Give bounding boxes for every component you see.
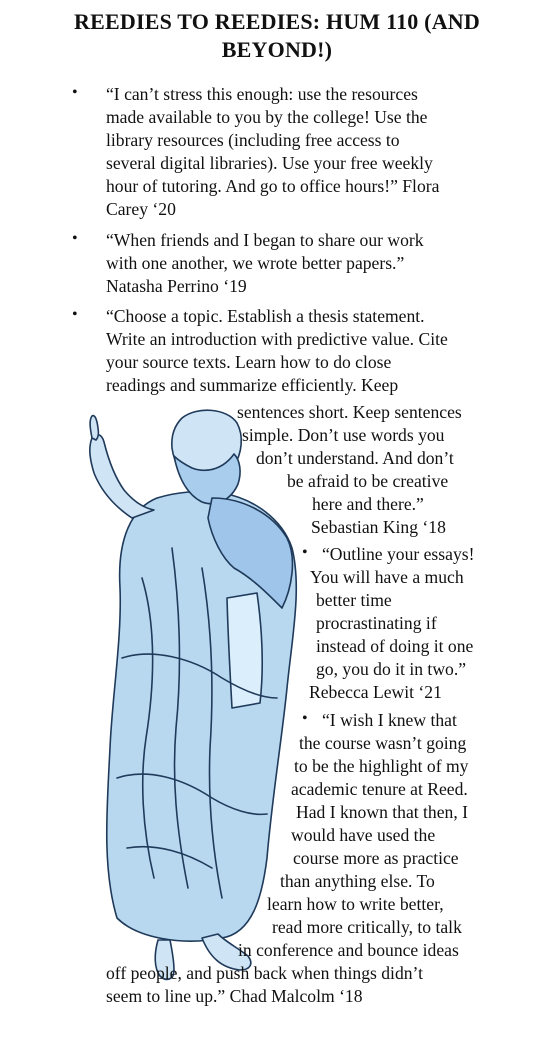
quote-5-line-1: “I wish I knew that (322, 710, 457, 730)
quote-3-line-5: sentences short. Keep sentences (237, 402, 462, 422)
quote-1-line-6: Carey ‘20 (106, 199, 176, 219)
quote-5-line-12: off people, and push back when things didn’t (106, 963, 423, 983)
quote-1-line-5: hour of tutoring. And go to office hours!” Flora (106, 176, 440, 196)
page-title (0, 8, 554, 64)
quote-1-line-4: several digital libraries). Use your free weekly (106, 153, 433, 173)
quote-1-line-3: library resources (including free access to (106, 130, 400, 150)
quote-3-line-7: don’t understand. And don’t (256, 448, 454, 468)
bullet-icon: • (72, 306, 78, 323)
quote-3-line-6: simple. Don’t use words you (242, 425, 445, 445)
quote-5-line-8: than anything else. To (280, 871, 435, 891)
quote-5-line-2: the course wasn’t going (299, 733, 467, 753)
quote-2-line-2: with one another, we wrote better papers.” (106, 253, 405, 273)
bullet-icon: • (72, 230, 78, 247)
quote-1-line-2: made available to you by the college! Use the (106, 107, 428, 127)
quote-5-line-7: course more as practice (293, 848, 459, 868)
bullet-icon: • (302, 544, 308, 561)
quote-3-line-9: here and there.” (312, 494, 424, 514)
quote-3-line-4: readings and summarize efficiently. Keep (106, 375, 399, 395)
quote-4-line-5: instead of doing it one (316, 636, 474, 656)
title-line-2: BEYOND!) (221, 37, 333, 62)
quote-4-line-7: Rebecca Lewit ‘21 (309, 682, 442, 702)
quote-5-line-9: learn how to write better, (267, 894, 444, 914)
quote-5-line-4: academic tenure at Reed. (291, 779, 468, 799)
quote-3-line-2: Write an introduction with predictive value. Cite (106, 329, 448, 349)
quote-1-line-1: “I can’t stress this enough: use the resources (106, 84, 418, 104)
quote-4-line-3: better time (316, 590, 392, 610)
quote-4-line-6: go, you do it in two.” (316, 659, 467, 679)
quote-3-line-3: your source texts. Learn how to do close (106, 352, 392, 372)
quote-5-line-5: Had I known that then, I (296, 802, 468, 822)
quote-3-line-10: Sebastian King ‘18 (311, 517, 446, 537)
quote-5-line-6: would have used the (291, 825, 436, 845)
quote-5-line-3: to be the highlight of my (294, 756, 469, 776)
quote-4-line-2: You will have a much (310, 567, 464, 587)
quote-4-line-1: “Outline your essays! (322, 544, 475, 564)
quote-4-line-4: procrastinating if (316, 613, 437, 633)
quote-5-line-10: read more critically, to talk (272, 917, 462, 937)
quote-5-line-13: seem to line up.” Chad Malcolm ‘18 (106, 986, 363, 1006)
quote-2-line-3: Natasha Perrino ‘19 (106, 276, 247, 296)
quote-3-line-1: “Choose a topic. Establish a thesis statement. (106, 306, 425, 326)
quote-2-line-1: “When friends and I began to share our work (106, 230, 424, 250)
title-line-1: REEDIES TO REEDIES: HUM 110 (AND (74, 9, 480, 34)
bullet-icon: • (302, 710, 308, 727)
bullet-icon: • (72, 84, 78, 101)
quote-5-line-11: in conference and bounce ideas (238, 940, 459, 960)
quote-3-line-8: be afraid to be creative (287, 471, 449, 491)
